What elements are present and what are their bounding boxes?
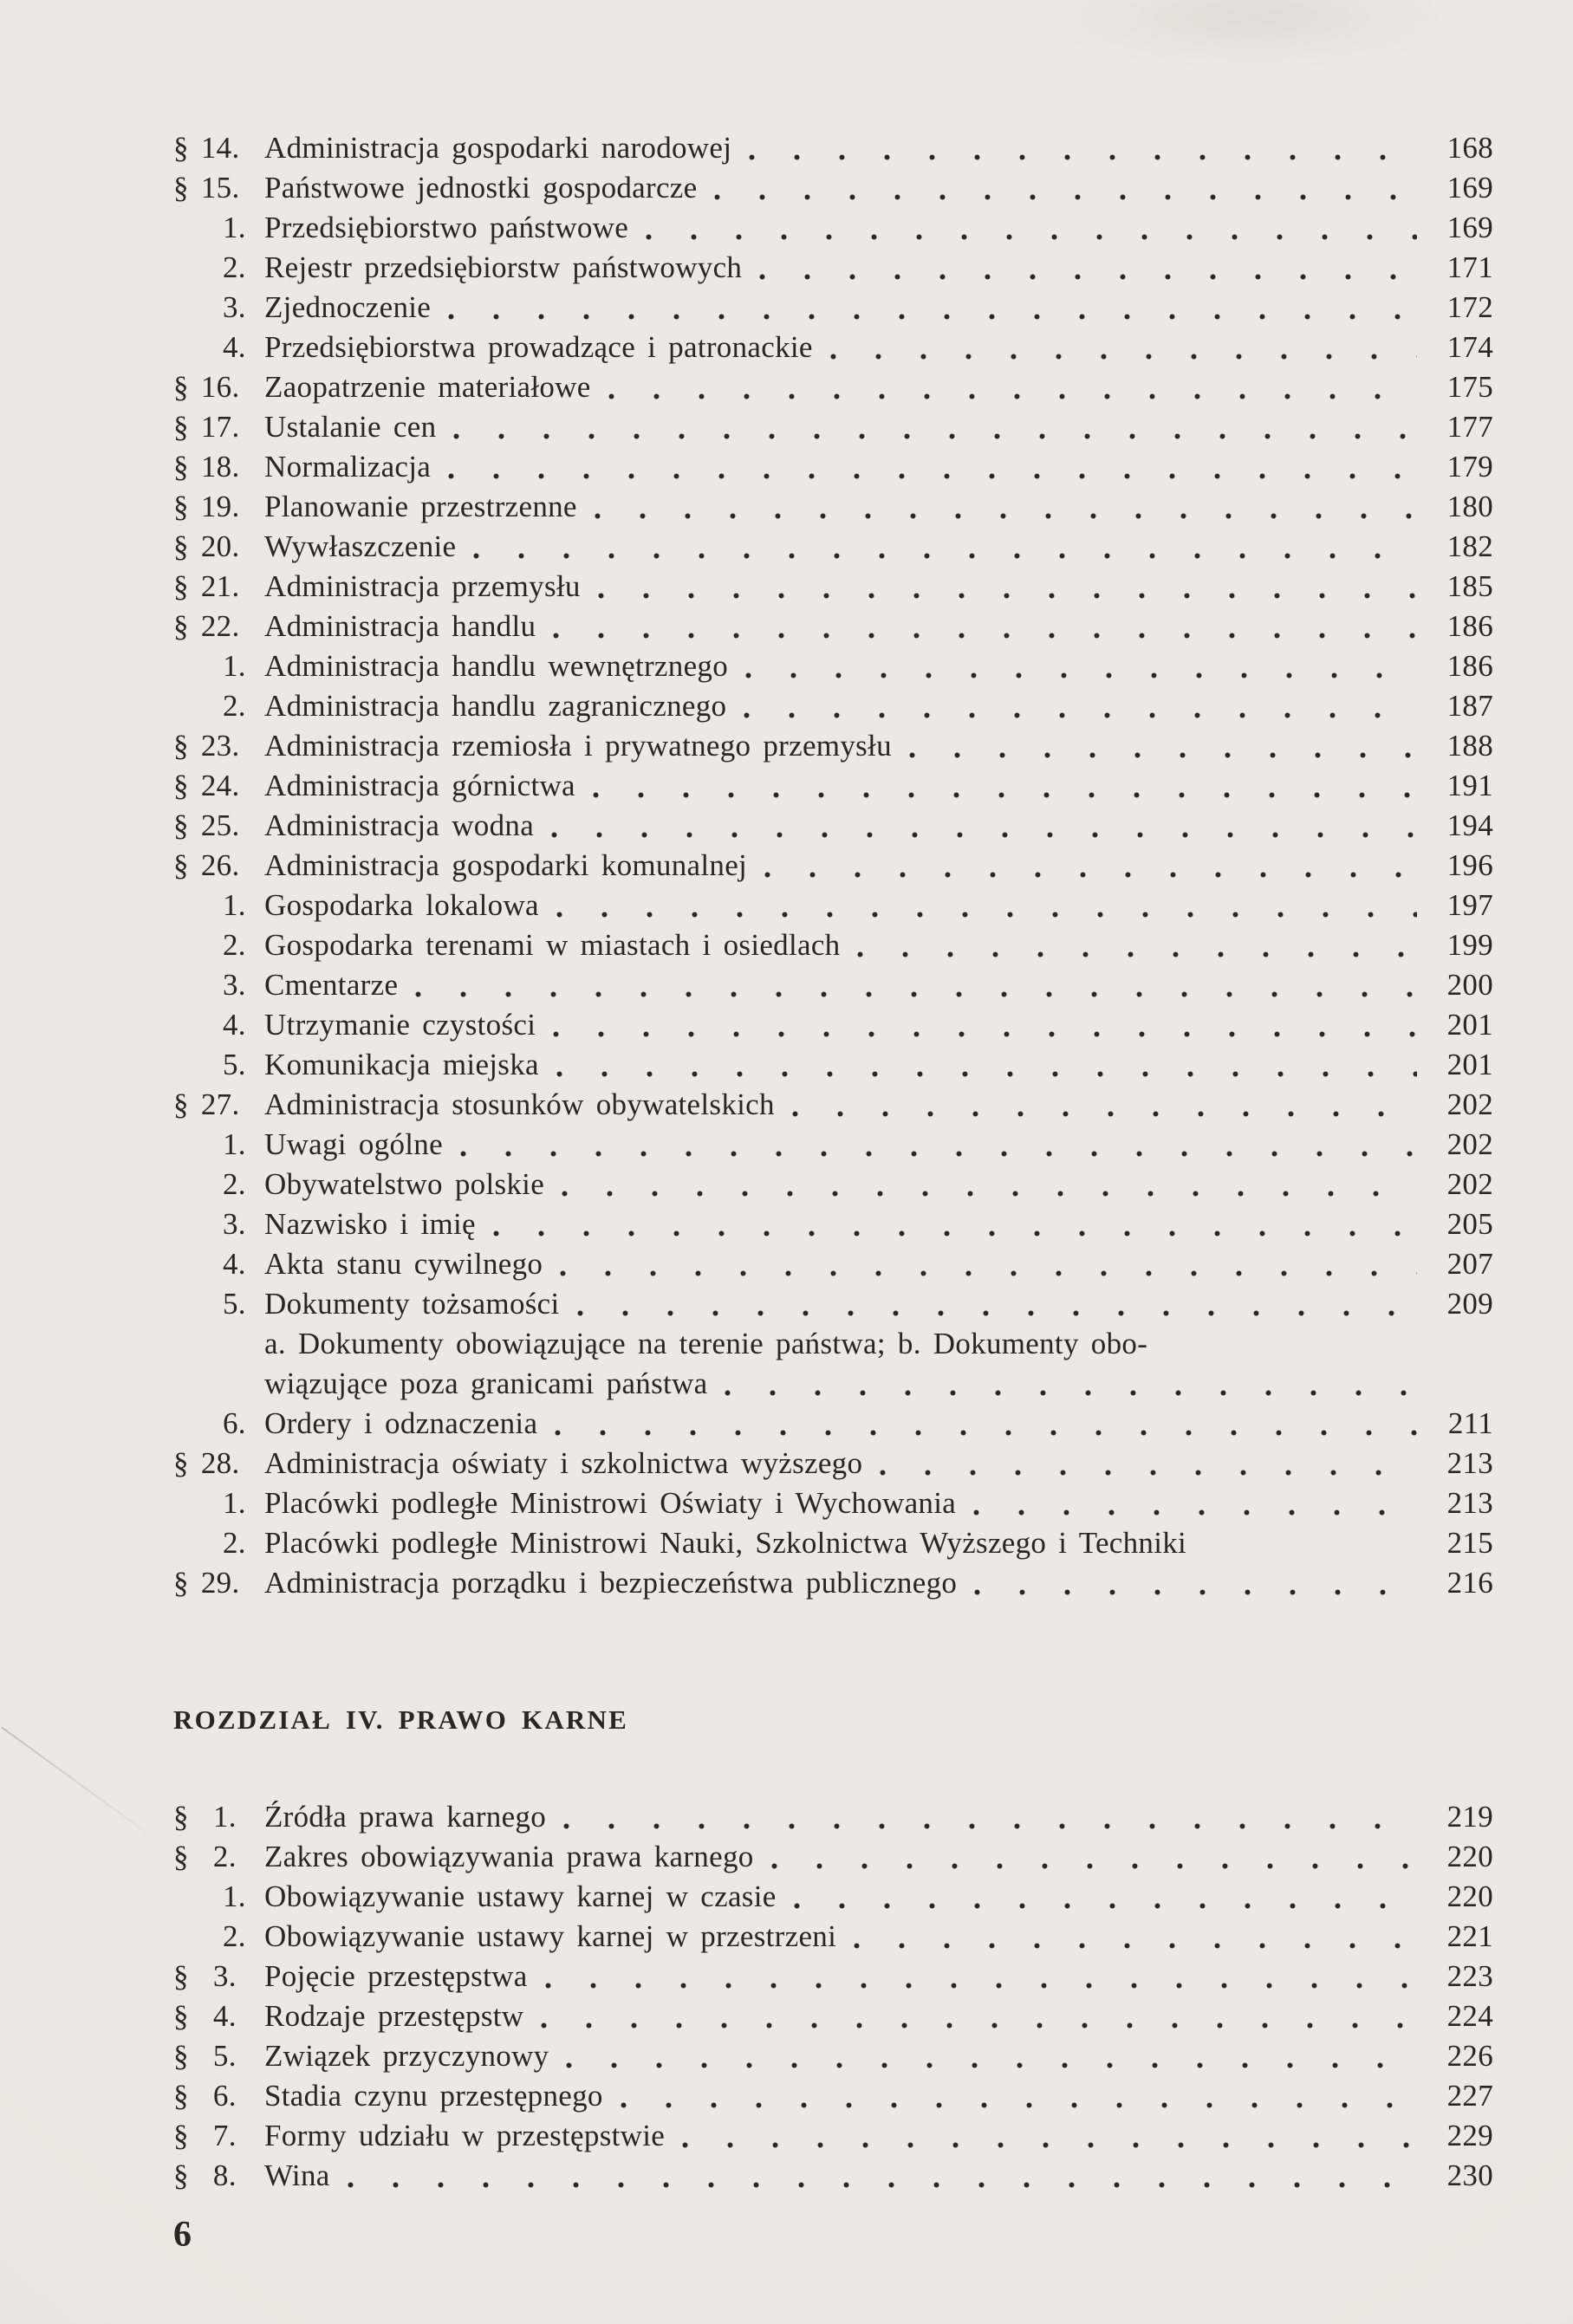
toc-entry-title: Utrzymanie czystości	[264, 1008, 536, 1042]
toc-entry-number: § 4.	[173, 1999, 237, 2033]
toc-entry-title: Nazwisko i imię	[264, 1207, 476, 1241]
toc-row	[173, 527, 1493, 567]
dot-leader	[974, 1589, 1417, 1596]
dot-leader	[460, 1151, 1417, 1158]
dot-leader	[453, 433, 1417, 440]
toc-row	[173, 1444, 1493, 1483]
dot-leader	[493, 1230, 1417, 1237]
page-number-footer: 6	[173, 2215, 192, 2255]
dot-leader	[545, 1983, 1417, 1990]
toc-entry-page: 169	[1446, 171, 1493, 204]
toc-entry-title: Akta stanu cywilnego	[264, 1247, 543, 1281]
toc-entry-number: 3.	[223, 1207, 246, 1241]
toc-entry-page: 179	[1446, 450, 1493, 484]
toc-row	[173, 1085, 1493, 1125]
toc-entry-title: Administracja rzemiosła i prywatnego przemysłu	[264, 729, 892, 763]
toc-row	[173, 1917, 1493, 1957]
toc-entry-number: 4.	[223, 1008, 246, 1042]
toc-entry-title: Ordery i odznaczenia	[264, 1406, 538, 1440]
toc-row	[173, 846, 1493, 886]
toc-entry-number: 2.	[223, 1526, 246, 1560]
toc-entry-title: Gospodarka terenami w miastach i osiedlach	[264, 928, 841, 962]
chapter-heading: ROZDZIAŁ IV. PRAWO KARNE	[173, 1704, 628, 1735]
toc-row	[173, 2116, 1493, 2156]
dot-leader	[448, 473, 1417, 480]
toc-entry-title: Placówki podległe Ministrowi Nauki, Szkolnictwa Wyższego i Techniki	[264, 1526, 1187, 1560]
toc-entry-page: 182	[1446, 529, 1493, 563]
toc-entry-page: 224	[1446, 1999, 1493, 2033]
toc-entry-page: 209	[1446, 1287, 1493, 1321]
toc-entry-page: 202	[1446, 1167, 1493, 1201]
toc-entry-page: 172	[1446, 290, 1493, 324]
dot-leader	[553, 1031, 1417, 1038]
toc-entry-page: 216	[1446, 1566, 1493, 1600]
toc-entry-number: 3.	[223, 290, 246, 324]
toc-entry-page: 196	[1446, 848, 1493, 882]
toc-entry-number: 2.	[223, 1919, 246, 1953]
toc-entry-page: 186	[1446, 609, 1493, 643]
toc-entry-page: 221	[1446, 1919, 1493, 1953]
toc-entry-title: Państwowe jednostki gospodarcze	[264, 171, 698, 204]
toc-row	[173, 208, 1493, 248]
toc-entry-number: § 25.	[173, 808, 240, 842]
toc-row	[173, 487, 1493, 527]
toc-entry-title: Związek przyczynowy	[264, 2039, 549, 2073]
scan-smudge	[1036, 0, 1469, 69]
toc-entry-title: Administracja stosunków obywatelskich	[264, 1087, 775, 1121]
toc-entry-title: Przedsiębiorstwa prowadzące i patronackie	[264, 330, 813, 364]
toc-row	[173, 806, 1493, 846]
toc-entry-number: § 16.	[173, 370, 240, 404]
toc-entry-page: 180	[1446, 490, 1493, 523]
toc-entry-number: 1.	[223, 1486, 246, 1520]
toc-entry-number: § 15.	[173, 171, 240, 204]
toc-row	[173, 1837, 1493, 1877]
toc-row	[173, 2156, 1493, 2196]
dot-leader	[749, 154, 1417, 161]
toc-row	[173, 1797, 1493, 1837]
toc-entry-title: Przedsiębiorstwo państwowe	[264, 211, 629, 244]
toc-entry-title: Zaopatrzenie materiałowe	[264, 370, 591, 404]
toc-entry-title: wiązujące poza granicami państwa	[264, 1366, 708, 1400]
toc-entry-title: Formy udziału w przestępstwie	[264, 2119, 666, 2152]
toc-entry-page: 169	[1446, 211, 1493, 244]
toc-row	[173, 925, 1493, 965]
dot-leader	[973, 1509, 1417, 1516]
dot-leader	[593, 792, 1417, 799]
dot-leader	[608, 393, 1417, 400]
toc-entry-title: Normalizacja	[264, 450, 432, 484]
dot-leader	[744, 712, 1417, 719]
toc-entry-title: Stadia czynu przestępnego	[264, 2079, 603, 2113]
toc-row	[173, 248, 1493, 288]
toc-row	[173, 1165, 1493, 1204]
toc-entry-number: § 5.	[173, 2039, 237, 2073]
toc-row	[173, 607, 1493, 646]
toc-row	[173, 367, 1493, 407]
toc-entry-number: § 2.	[173, 1840, 237, 1873]
dot-leader	[556, 912, 1417, 919]
dot-leader	[646, 234, 1417, 241]
dot-leader	[682, 2142, 1417, 2149]
toc-entry-number: § 29.	[173, 1566, 240, 1600]
toc-entry-number: § 18.	[173, 450, 240, 484]
toc-entry-number: § 19.	[173, 490, 240, 523]
toc-entry-title: Administracja gospodarki komunalnej	[264, 848, 748, 882]
table-of-contents	[173, 128, 1493, 2196]
toc-row	[173, 1996, 1493, 2036]
toc-row	[173, 686, 1493, 726]
toc-row	[173, 328, 1493, 367]
toc-entry-title: Cmentarze	[264, 968, 399, 1002]
toc-entry-number: § 14.	[173, 131, 240, 165]
toc-entry-title: Obowiązywanie ustawy karnej w czasie	[264, 1879, 777, 1913]
toc-entry-page: 186	[1446, 649, 1493, 683]
toc-entry-number: § 22.	[173, 609, 240, 643]
toc-entry-title: Obowiązywanie ustawy karnej w przestrzeni	[264, 1919, 837, 1953]
toc-entry-number: § 23.	[173, 729, 240, 763]
dot-leader	[792, 1111, 1417, 1118]
toc-entry-page: 202	[1446, 1127, 1493, 1161]
dot-leader	[714, 194, 1417, 201]
toc-entry-page: 175	[1446, 370, 1493, 404]
toc-entry-title: Uwagi ogólne	[264, 1127, 443, 1161]
dot-leader	[595, 513, 1417, 520]
toc-entry-page: 215	[1446, 1526, 1493, 1560]
dot-leader	[725, 1390, 1417, 1397]
toc-row	[173, 1404, 1493, 1444]
toc-entry-number: 2.	[223, 250, 246, 284]
toc-entry-page: 207	[1446, 1247, 1493, 1281]
toc-entry-title: Gospodarka lokalowa	[264, 888, 539, 922]
toc-entry-title: Administracja górnictwa	[264, 769, 575, 802]
dot-leader	[473, 553, 1417, 560]
toc-entry-number: 1.	[223, 1879, 246, 1913]
toc-entry-number: § 7.	[173, 2119, 237, 2152]
toc-row	[173, 1364, 1493, 1404]
toc-entry-title: Administracja gospodarki narodowej	[264, 131, 732, 165]
dot-leader	[348, 2182, 1417, 2189]
toc-entry-page: 213	[1446, 1486, 1493, 1520]
toc-entry-page: 227	[1446, 2079, 1493, 2113]
toc-entry-title: Administracja handlu wewnętrznego	[264, 649, 729, 683]
toc-entry-number: § 21.	[173, 569, 240, 603]
toc-entry-title: Administracja przemysłu	[264, 569, 581, 603]
toc-entry-number: 2.	[223, 928, 246, 962]
toc-entry-title: Pojęcie przestępstwa	[264, 1959, 528, 1993]
toc-entry-title: Rodzaje przestępstw	[264, 1999, 524, 2033]
toc-entry-title: Dokumenty tożsamości	[264, 1287, 560, 1321]
dot-leader	[759, 274, 1417, 281]
toc-row	[173, 1877, 1493, 1917]
dot-leader	[556, 1071, 1417, 1078]
toc-entry-title: Rejestr przedsiębiorstw państwowych	[264, 250, 743, 284]
dot-leader	[562, 1191, 1417, 1198]
toc-entry-title: Administracja oświaty i szkolnictwa wyższego	[264, 1446, 863, 1480]
dot-leader	[415, 991, 1417, 998]
dot-leader	[771, 1863, 1417, 1870]
dot-leader	[541, 2022, 1417, 2029]
toc-entry-page: 168	[1446, 131, 1493, 165]
dot-leader	[553, 633, 1417, 639]
toc-section-part2	[173, 1797, 1493, 2196]
toc-section-part1	[173, 128, 1493, 1603]
toc-entry-page: 220	[1446, 1840, 1493, 1873]
toc-row	[173, 2036, 1493, 2076]
toc-entry-page: 199	[1446, 928, 1493, 962]
toc-entry-title: Placówki podległe Ministrowi Oświaty i Wychowania	[264, 1486, 957, 1520]
toc-row	[173, 1204, 1493, 1244]
toc-entry-title: Komunikacja miejska	[264, 1048, 539, 1081]
dot-leader	[621, 2102, 1417, 2109]
toc-entry-number: § 17.	[173, 410, 240, 444]
toc-entry-page: 200	[1446, 968, 1493, 1002]
toc-row	[173, 1244, 1493, 1284]
dot-leader	[555, 1430, 1417, 1437]
toc-row	[173, 726, 1493, 766]
dot-leader	[909, 752, 1417, 759]
toc-entry-number: § 1.	[173, 1800, 237, 1834]
toc-entry-title: a. Dokumenty obowiązujące na terenie państwa; b. Dokumenty obo-	[264, 1327, 1148, 1360]
toc-entry-page: 191	[1446, 769, 1493, 802]
toc-row	[173, 447, 1493, 487]
toc-entry-page: 177	[1446, 410, 1493, 444]
dot-leader	[764, 872, 1417, 879]
dot-leader	[563, 1823, 1417, 1830]
toc-entry-page: 205	[1446, 1207, 1493, 1241]
dot-leader	[854, 1943, 1417, 1950]
toc-row	[173, 1523, 1493, 1563]
toc-entry-title: Wina	[264, 2158, 330, 2192]
dot-leader	[551, 832, 1417, 839]
toc-entry-page: 213	[1446, 1446, 1493, 1480]
toc-entry-page: 197	[1446, 888, 1493, 922]
toc-entry-number: § 8.	[173, 2158, 237, 2192]
toc-entry-page: 226	[1446, 2039, 1493, 2073]
dot-leader	[560, 1270, 1417, 1277]
toc-entry-title: Zakres obowiązywania prawa karnego	[264, 1840, 754, 1873]
toc-entry-title: Administracja handlu zagranicznego	[264, 689, 727, 723]
toc-row	[173, 128, 1493, 168]
toc-row	[173, 1125, 1493, 1165]
dot-leader	[745, 672, 1417, 679]
toc-entry-number: 5.	[223, 1287, 246, 1321]
toc-entry-number: § 6.	[173, 2079, 237, 2113]
dot-leader	[880, 1470, 1417, 1477]
toc-row	[173, 1284, 1493, 1324]
toc-entry-title: Źródła prawa karnego	[264, 1800, 547, 1834]
toc-entry-number: 2.	[223, 1167, 246, 1201]
toc-entry-page: 201	[1446, 1008, 1493, 1042]
toc-entry-number: 1.	[223, 211, 246, 244]
toc-entry-title: Administracja wodna	[264, 808, 535, 842]
toc-row	[173, 1563, 1493, 1603]
dot-leader	[448, 314, 1417, 321]
toc-entry-page: 185	[1446, 569, 1493, 603]
dot-leader	[794, 1903, 1417, 1910]
toc-row	[173, 168, 1493, 208]
toc-entry-page: 220	[1446, 1879, 1493, 1913]
toc-entry-title: Planowanie przestrzenne	[264, 490, 577, 523]
toc-entry-number: § 24.	[173, 769, 240, 802]
toc-row	[173, 965, 1493, 1005]
toc-entry-page: 229	[1446, 2119, 1493, 2152]
toc-entry-title: Administracja handlu	[264, 609, 536, 643]
dot-leader	[830, 354, 1417, 360]
toc-entry-page: 187	[1446, 689, 1493, 723]
toc-entry-page: 223	[1446, 1959, 1493, 1993]
dot-leader	[598, 593, 1417, 600]
dot-leader	[566, 2062, 1417, 2069]
toc-entry-number: 1.	[223, 888, 246, 922]
toc-entry-number: 1.	[223, 1127, 246, 1161]
toc-entry-title: Ustalanie cen	[264, 410, 437, 444]
dot-leader	[577, 1310, 1417, 1317]
toc-row	[173, 1324, 1493, 1364]
toc-entry-page: 194	[1446, 808, 1493, 842]
toc-entry-number: 2.	[223, 689, 246, 723]
toc-entry-page: 211	[1447, 1406, 1493, 1440]
toc-entry-number: 1.	[223, 649, 246, 683]
toc-entry-title: Obywatelstwo polskie	[264, 1167, 545, 1201]
toc-row	[173, 1005, 1493, 1045]
toc-entry-number: 3.	[223, 968, 246, 1002]
toc-entry-number: § 28.	[173, 1446, 240, 1480]
toc-row	[173, 407, 1493, 447]
toc-entry-page: 202	[1446, 1087, 1493, 1121]
toc-entry-title: Wywłaszczenie	[264, 529, 457, 563]
toc-row	[173, 567, 1493, 607]
toc-entry-page: 174	[1446, 330, 1493, 364]
toc-entry-number: 4.	[223, 1247, 246, 1281]
toc-entry-page: 230	[1446, 2158, 1493, 2192]
toc-row	[173, 1045, 1493, 1085]
toc-entry-page: 219	[1446, 1800, 1493, 1834]
toc-entry-number: 5.	[223, 1048, 246, 1081]
toc-entry-page: 171	[1446, 250, 1493, 284]
toc-entry-number: 6.	[223, 1406, 246, 1440]
toc-entry-title: Administracja porządku i bezpieczeństwa publicznego	[264, 1566, 958, 1600]
dot-leader	[857, 951, 1417, 958]
scan-crease	[1, 1727, 163, 1846]
toc-entry-title: Zjednoczenie	[264, 290, 432, 324]
toc-row	[173, 766, 1493, 806]
toc-entry-number: § 20.	[173, 529, 240, 563]
toc-row	[173, 1483, 1493, 1523]
toc-entry-page: 201	[1446, 1048, 1493, 1081]
toc-row	[173, 2076, 1493, 2116]
toc-entry-number: § 27.	[173, 1087, 240, 1121]
toc-row	[173, 646, 1493, 686]
toc-row	[173, 886, 1493, 925]
toc-entry-number: § 26.	[173, 848, 240, 882]
toc-entry-number: § 3.	[173, 1959, 237, 1993]
toc-row	[173, 1957, 1493, 1996]
toc-entry-number: 4.	[223, 330, 246, 364]
toc-row	[173, 288, 1493, 328]
toc-entry-page: 188	[1446, 729, 1493, 763]
